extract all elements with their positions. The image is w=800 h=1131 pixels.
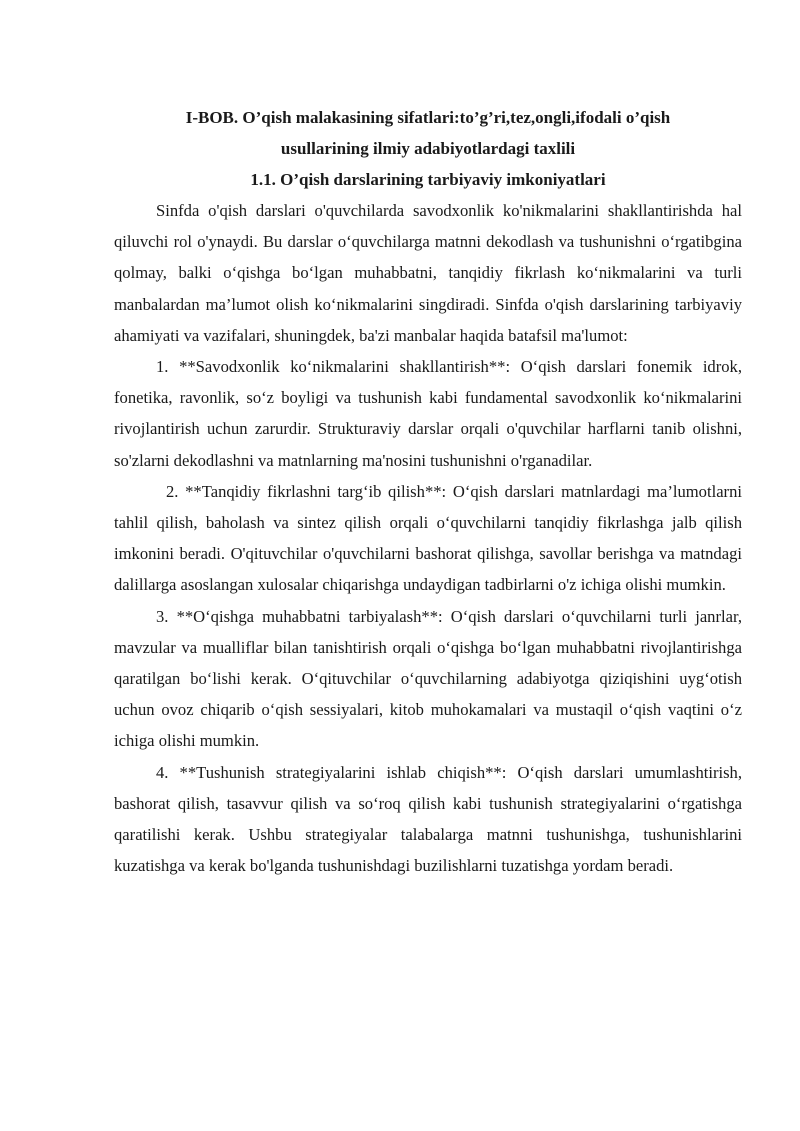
list-item-1: 1. **Savodxonlik ko‘nikmalarini shakllantirish**: O‘qish darslari fonemik idrok, fonetika, ravonlik, so‘z boyligi va tushunish kabi fundamental savodxonlik ko‘nikmalarini rivojlantirish uchun zarurdir. Strukturaviy darslar orqali o'quvchilar harflarni tanib olishni, so'zlarni dekodlashni va matnlarning ma'nosini tushunishni o'rganadilar. [114,357,742,470]
intro-paragraph: Sinfda o'qish darslari o'quvchilarda savodxonlik ko'nikmalarini shakllantirishda hal qiluvchi rol o'ynaydi. Bu darslar o‘quvchilarga matnni dekodlash va tushunishni o‘rgatibgina qolmay, balki o‘qishga bo‘lgan muhabbatni, tanqidiy fikrlash ko‘nikmalarini va turli manbalardan ma’lumot olish ko‘nikmalarini singdiradi. Sinfda o'qish darslarining tarbiyaviy ahamiyati va vazifalari, shuningdek, ba'zi manbalar haqida batafsil ma'lumot: [114,201,742,345]
list-item-3: 3. **O‘qishga muhabbatni tarbiyalash**: O‘qish darslari o‘quvchilarni turli janrlar, mavzular va mualliflar bilan tanishtirish orqali o‘qishga bo‘lgan muhabbatni rivojlantirishga qaratilgan bo‘lishi kerak. O‘qituvchilar o‘quvchilarning adabiyotga qiziqishini uyg‘otish uchun ovoz chiqarib o‘qish sessiyalari, kitob muhokamalari va mustaqil o‘qish vaqtini o‘z ichiga olishi mumkin. [114,606,742,751]
section-title: 1.1. O’qish darslarining tarbiyaviy imkoniyatlari [250,170,606,189]
chapter-title-line-1: I-BOB. O’qish malakasining sifatlari:to’g’ri,tez,ongli,ifodali o’qish [185,108,671,127]
chapter-title [114,102,742,164]
document-page [114,102,742,881]
chapter-title-line-2: usullarining ilmiy adabiyotlardagi taxlili [280,139,576,158]
list-item-2: 2. **Tanqidiy fikrlashni targ‘ib qilish**: O‘qish darslari matnlardagi ma’lumotlarni tahlil qilish, baholash va sintez qilish orqali o‘quvchilarni tanqidiy fikrlashga jalb qilish imkonini beradi. O'qituvchilar o'quvchilarni bashorat qilishga, savollar berishga va matndagi dalillarga asoslangan xulosalar chiqarishga undaydigan tadbirlarni o'z ichiga olishi mumkin. [114,481,742,595]
list-item-4: 4. **Tushunish strategiyalarini ishlab chiqish**: O‘qish darslari umumlashtirish, bashorat qilish, tasavvur qilish va so‘roq qilish kabi tushunish strategiyalarini o‘rgatishga qaratilishi kerak. Ushbu strategiyalar talabalarga matnni tushunishga, tushunishlarini kuzatishga va kerak bo'lganda tushunishdagi buzilishlarni tuzatishga yordam beradi. [114,762,742,876]
